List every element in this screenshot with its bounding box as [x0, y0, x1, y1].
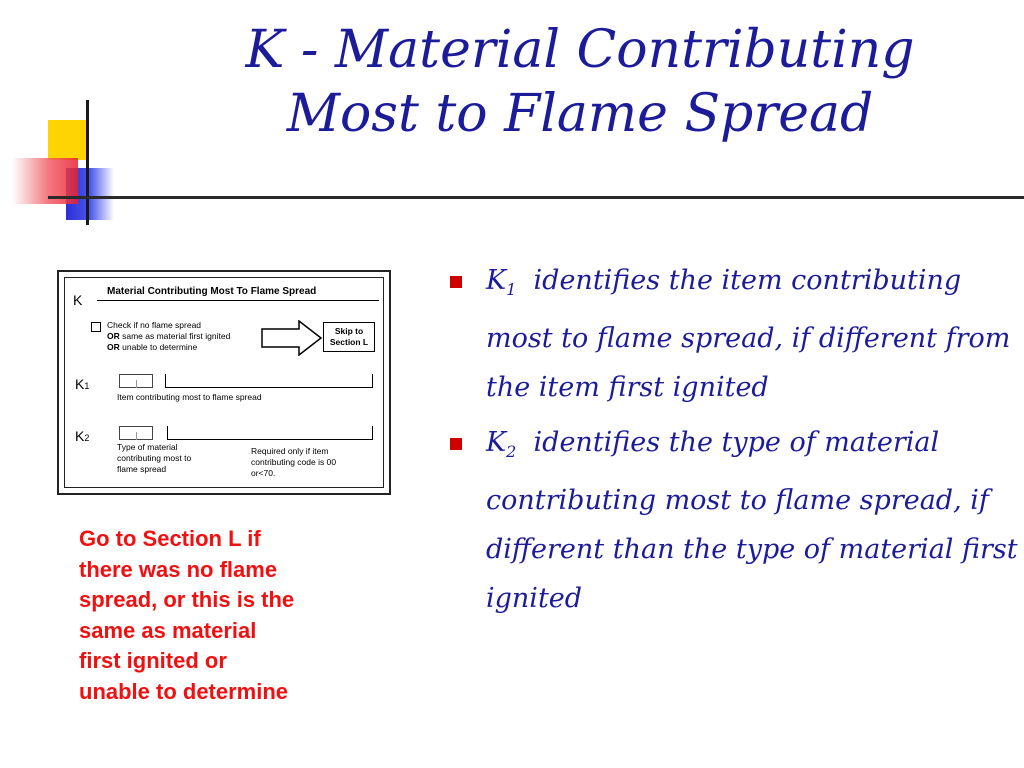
title-divider-line — [48, 196, 1024, 199]
k2-note-line-2: contributing code is 00 — [251, 457, 337, 467]
k1-label — [75, 376, 89, 392]
slide-title — [150, 18, 1010, 146]
bullet-k2-subscript: 2 — [506, 442, 517, 461]
bullet-k1-subscript: 1 — [506, 280, 517, 299]
skip-line-1: Skip to — [334, 326, 364, 336]
form-header-underline — [97, 300, 379, 301]
k2-caption — [117, 442, 191, 475]
check-instructions — [107, 320, 230, 353]
form-section-k-image — [57, 270, 391, 495]
decor-vertical-line — [86, 100, 89, 225]
bullet-k1-text: identifies the item contributing most to flame spread, if different from the item first ignited — [486, 265, 1011, 403]
bullet-k1-letter: K — [486, 265, 507, 296]
check-line-1: Check if no flame spread — [107, 320, 202, 330]
k2-required-note — [251, 446, 336, 479]
bullet-k1 — [448, 256, 1018, 412]
bullet-k2 — [448, 418, 1018, 623]
k2-entry-line — [167, 426, 373, 440]
bullet-square-icon — [450, 276, 462, 288]
or-keyword-2: OR — [107, 342, 120, 352]
k2-letter: K — [75, 428, 85, 444]
k2-note-line-1: Required only if item — [251, 446, 329, 456]
k1-subscript: 1 — [84, 381, 90, 391]
k2-code-box — [119, 426, 153, 440]
k1-letter: K — [75, 376, 85, 392]
bullet-square-icon — [450, 438, 462, 450]
k1-entry-line — [165, 374, 373, 388]
note-line-5: first ignited or — [79, 648, 227, 673]
k1-code-box — [119, 374, 153, 388]
skip-to-section-l-box — [323, 322, 375, 352]
note-line-3: spread, or this is the — [79, 587, 295, 612]
slide-title-line1: K - Material Contributing — [245, 20, 915, 80]
k2-caption-line-3: flame spread — [117, 464, 167, 474]
k2-note-line-3: or<70. — [251, 468, 276, 478]
note-line-1: Go to Section L if — [79, 526, 261, 551]
check-line-3 — [107, 342, 230, 353]
bullet-k2-letter: K — [486, 427, 507, 458]
note-line-4: same as material — [79, 617, 257, 643]
bullet-list — [448, 256, 1018, 629]
check-line-2-text: same as material first ignited — [119, 331, 231, 341]
slide-title-line2: Most to Flame Spread — [286, 84, 874, 144]
form-section-letter: K — [73, 292, 83, 308]
bullet-k2-text: identifies the type of material contributing most to flame spread, if different than the type of material first ignited — [486, 427, 1018, 614]
decor-yellow-square — [48, 120, 88, 160]
form-header: Material Contributing Most To Flame Spread — [107, 286, 317, 297]
check-line-3-text: unable to determine — [119, 342, 198, 352]
note-line-6: unable to determine — [79, 678, 289, 704]
k2-caption-line-1: Type of material — [117, 442, 178, 452]
go-to-section-l-note — [79, 524, 399, 707]
note-line-2: there was no flame — [79, 556, 278, 582]
k2-subscript: 2 — [84, 433, 90, 443]
skip-line-2: Section L — [329, 337, 369, 347]
form-inner-frame — [64, 277, 384, 488]
k1-caption: Item contributing most to flame spread — [117, 392, 262, 402]
no-flame-spread-checkbox — [91, 322, 101, 332]
k2-label — [75, 428, 89, 444]
or-keyword-1: OR — [107, 331, 120, 341]
check-line-2 — [107, 331, 230, 342]
arrow-right-icon — [261, 320, 323, 356]
k2-caption-line-2: contributing most to — [117, 453, 192, 463]
